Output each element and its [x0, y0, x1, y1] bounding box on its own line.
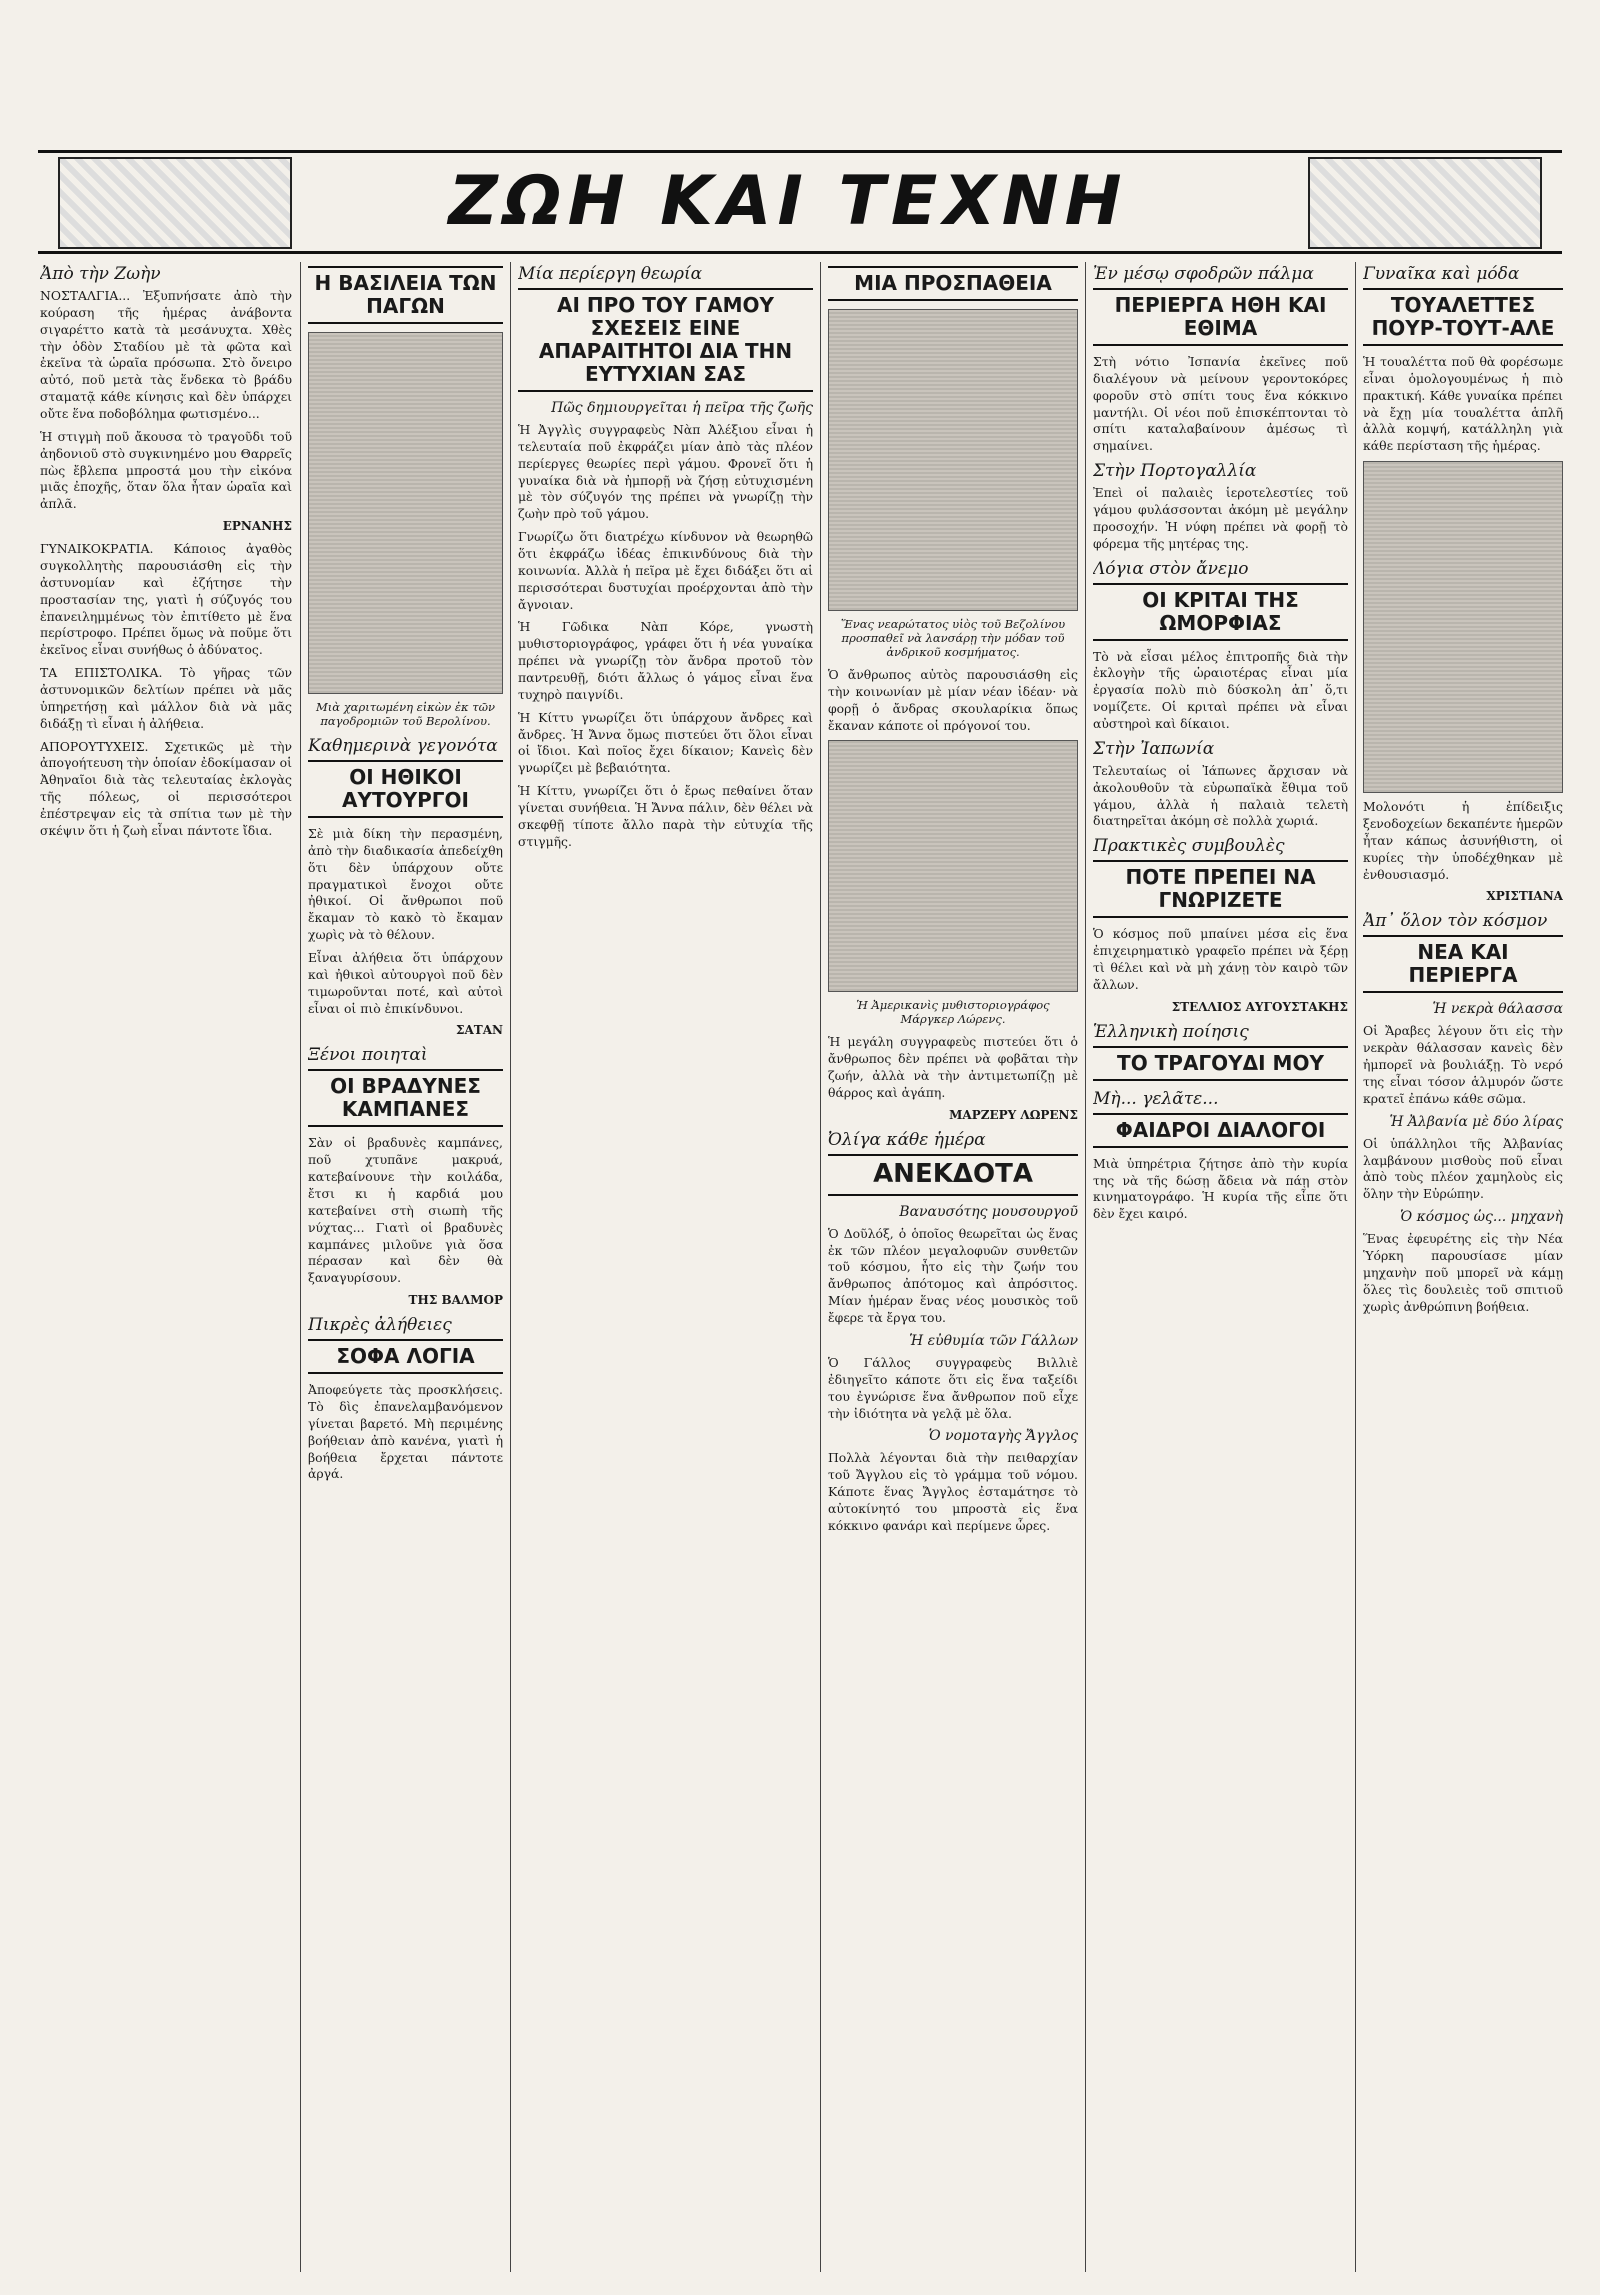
- kicker: Ἑλληνικὴ ποίησις: [1093, 1021, 1249, 1042]
- photo-woman-portrait: [828, 740, 1078, 992]
- subheadline: Ὁ νομοταγὴς Ἄγγλος: [928, 1428, 1078, 1445]
- column-rule: [1085, 262, 1086, 2272]
- kicker: Ξένοι ποιηταὶ: [308, 1045, 428, 1066]
- column-6: [1363, 262, 1563, 2272]
- column-rule: [510, 262, 511, 2272]
- kicker: Στὴν Πορτογαλλία: [1093, 461, 1257, 482]
- article-text: Μιὰ ὑπηρέτρια ζήτησε ἀπὸ τὴν κυρία της νὰ τῆς δώσῃ ἄδεια νὰ πάῃ στὸν κινηματογράφο. Ἡ κυρία τῆς εἶπε ὅτι δὲν ἔχει καιρό.: [1093, 1155, 1348, 1222]
- photo-caption: Ἕνας νεαρώτατος υἱὸς τοῦ Βεζολίνου προσπαθεῖ νὰ λανσάρῃ τὴν μόδαν τοῦ ἀνδρικοῦ κοσμήματος.: [840, 617, 1066, 659]
- kicker: Ἐν μέσῳ σφοδρῶν πάλμα: [1093, 264, 1314, 284]
- photo-man-portrait: [828, 309, 1078, 611]
- article-headline: ΣΟΦΑ ΛΟΓΙΑ: [308, 1339, 503, 1374]
- masthead-illustration-right: [1308, 157, 1542, 249]
- masthead-title: ΖΩΗ ΚΑΙ ΤΕΧΝΗ: [448, 162, 1128, 241]
- subheadline: Ὁ κόσμος ὡς... μηχανὴ: [1400, 1209, 1563, 1226]
- subheadline: Βαναυσότης μουσουργοῦ: [899, 1203, 1078, 1220]
- article-text: Εἶναι ἀλήθεια ὅτι ὑπάρχουν καὶ ἠθικοὶ αὐτουργοὶ ποῦ δὲν τιμωροῦνται ποτέ, καὶ αὐτοὶ εἶναι οἱ πιὸ ἐπικίνδυνοι.: [308, 950, 503, 1016]
- kicker: Ἀπὸ τὴν Ζωὴν: [40, 264, 161, 284]
- signature: ΕΡΝΑΝΗΣ: [222, 519, 292, 534]
- article-headline: ΠΟΤΕ ΠΡΕΠΕΙ ΝΑ ΓΝΩΡΙΖΕΤΕ: [1093, 860, 1348, 918]
- column-2: [308, 262, 503, 2272]
- column-5: [1093, 262, 1348, 2272]
- article-text: ΑΠΟΡΟΥΤΥΧΕΙΣ. Σχετικῶς μὲ τὴν ἀπογοήτευση τὴν ὁποίαν ἐδοκίμασαν οἱ Ἀθηναῖοι διὰ τὰς τελευταίας ἐκλογὰς τῆς πόλεως, οἱ περισσότεροι ἐπέστρεψαν εἰς τὰ σπίτια των μὲ τὴν σκέψιν ὅτι ἡ ζωὴ εἶναι πάντοτε ἴδια.: [40, 738, 292, 838]
- article-text: Ὁ ἄνθρωπος αὐτὸς παρουσιάσθη εἰς τὴν κοινωνίαν μὲ μίαν νέαν ἰδέαν· νὰ φορῇ ὁ ἄνδρας σκουλαρίκια ὅπως ἔκαναν κάποτε οἱ πρόγονοί του.: [828, 667, 1078, 733]
- article-headline: ΦΑΙΔΡΟΙ ΔΙΑΛΟΓΟΙ: [1093, 1113, 1348, 1148]
- kicker: Ἀπ᾽ ὅλον τὸν κόσμον: [1363, 911, 1548, 932]
- signature: ΤΗΣ ΒΑΛΜΟΡ: [408, 1293, 503, 1308]
- article-text: Τελευταίως οἱ Ἰάπωνες ἄρχισαν νὰ ἀκολουθοῦν τὰ εὐρωπαϊκὰ ἔθιμα τοῦ γάμου, ἀλλὰ ἡ παλαιὰ τελετὴ διατηρεῖται ἀκόμη σὲ πολλὰ χωριά.: [1093, 762, 1348, 829]
- masthead: [38, 150, 1562, 254]
- article-text: Ἡ τουαλέττα ποῦ θὰ φορέσωμε εἶναι ὁμολογουμένως ἡ πιὸ πρακτική. Κάθε γυναίκα πρέπει νὰ ἔχῃ μία τουαλέττα ἁπλῆ ἀλλὰ κομψή, κατάλληλη γιὰ κάθε περίσταση τῆς ἡμέρας.: [1363, 354, 1563, 454]
- subheadline: Ἡ εὐθυμία τῶν Γάλλων: [909, 1332, 1078, 1349]
- article-text: Μολονότι ἡ ἐπίδειξις ξενοδοχείων δεκαπέντε ἡμερῶν ἦταν κάπως ἀσυνήθιστη, οἱ κυρίες τὴν ὑποδέχθηκαν μὲ ἐνθουσιασμό.: [1363, 799, 1563, 882]
- subheadline: Ἡ νεκρὰ θάλασσα: [1432, 1001, 1563, 1018]
- kicker: Μία περίεργη θεωρία: [518, 264, 703, 284]
- column-4: [828, 262, 1078, 2272]
- article-headline: ΜΙΑ ΠΡΟΣΠΑΘΕΙΑ: [828, 266, 1078, 301]
- article-text: Ἡ Γῶδικα Νὰπ Κόρε, γνωστὴ μυθιστοριογράφος, γράφει ὅτι ἡ νέα γυναίκα πρέπει νὰ γνωρίζῃ τὸν ἄνδρα προτοῦ τὸν παντρευθῇ, διότι ἄλλως ὁ γάμος εἶναι ἕνα τυχηρὸ παιγνίδι.: [518, 619, 813, 702]
- article-text: Τὸ νὰ εἶσαι μέλος ἐπιτροπῆς διὰ τὴν ἐκλογὴν τῆς ὡραιοτέρας εἶναι μία ἐργασία πολὺ πιὸ δύσκολη ἀπ᾽ ὅ,τι νομίζετε. Οἱ κριταὶ πρέπει νὰ εἶναι αὐστηροὶ καὶ δίκαιοι.: [1093, 648, 1348, 732]
- signature: ΣΤΕΛΛΙΟΣ ΑΥΓΟΥΣΤΑΚΗΣ: [1171, 999, 1348, 1014]
- article-text: Σὲ μιὰ δίκη τὴν περασμένη, ἀπὸ τὴν διαδικασία ἀπεδείχθη ὅτι δὲν ὑπάρχουν οὔτε πραγματικοὶ ἔνοχοι οὔτε ἠθικοί. Οἱ ἄνθρωποι ποῦ ἔκαμαν τὸ κακὸ τὸ ἔκαμαν χωρὶς νὰ τὸ θέλουν.: [308, 826, 503, 943]
- photo-caption: Ἡ Ἀμερικανὶς μυθιστοριογράφος Μάργκερ Λώρενς.: [856, 998, 1050, 1027]
- kicker: Πικρὲς ἀλήθειες: [308, 1315, 452, 1336]
- article-text: Ὁ Γάλλος συγγραφεὺς Βιλλιὲ ἐδιηγεῖτο κάποτε ὅτι εἰς ἕνα ταξείδι του ἐγνώρισε ἕνα ἄνθρωπον ποῦ εἶχε τὴν ἰδιότητα νὰ γελᾷ μὲ ὅλα.: [828, 1354, 1078, 1421]
- article-text: Ἐπεὶ οἱ παλαιὲς ἱεροτελεστίες τοῦ γάμου φυλάσσονται ἀκόμη μὲ μεγάλην προσοχήν. Ἡ νύφη πρέπει νὰ φορῇ τὸ φόρεμα τῆς μητέρας της.: [1093, 485, 1348, 551]
- photo-caption: Μιὰ χαριτωμένη εἰκὼν ἐκ τῶν παγοδρομιῶν τοῦ Βερολίνου.: [316, 700, 495, 728]
- article-text: ΓΥΝΑΙΚΟΚΡΑΤΙΑ. Κάποιος ἀγαθὸς συγκολλητὴς παρουσιάσθη εἰς τὴν ἀστυνομίαν καὶ ἐζήτησε τὴν προστασίαν της, γιατὶ ἡ σύζυγός του ἐπανειλημμένως τὸν ἐπιτίθετο μὲ ἕνα περίστροφο. Πρέπει ὅμως νὰ ποῦμε ὅτι ἐκεῖνος εἶναι συνήθως ὁ ἀδύνατος.: [40, 541, 292, 658]
- article-text: Ἡ Κίττυ γνωρίζει ὅτι ὑπάρχουν ἄνδρες καὶ ἄνδρες. Ἡ Ἄννα ὅμως πιστεύει ὅτι ὅλοι εἶναι οἱ ἴδιοι. Καὶ ποῖος ἔχει δίκαιον; Κανεὶς δὲν γνωρίζει μὲ βεβαιότητα.: [518, 709, 813, 776]
- article-text: Γνωρίζω ὅτι διατρέχω κίνδυνον νὰ θεωρηθῶ ὅτι ἐκφράζω ἰδέας ἐπικινδύνους διὰ τὴν κοινωνία. Ἀλλὰ ἡ πεῖρα μὲ ἔχει διδάξει ὅτι αἱ περισσότεραι δυστυχίαι προέρχονται ἀπὸ τὴν ἄγνοιαν.: [518, 529, 813, 612]
- kicker: Καθημερινὰ γεγονότα: [308, 736, 498, 756]
- article-text: Οἱ ὑπάλληλοι τῆς Ἀλβανίας λαμβάνουν μισθοὺς ποῦ εἶναι ἀπὸ τοὺς πλέον χαμηλοὺς εἰς ὅλην τὴν Εὐρώπην.: [1363, 1135, 1563, 1202]
- article-text: Οἱ Ἄραβες λέγουν ὅτι εἰς τὴν νεκρὰν θάλασσαν κανεὶς δὲν ἠμπορεῖ νὰ βουλιάξῃ. Τὸ νερό της εἶναι τόσον ἁλμυρόν ὥστε κρατεῖ ἐπάνω κάθε σῶμα.: [1363, 1023, 1563, 1106]
- article-headline: ΤΟΥΑΛΕΤΤΕΣ ΠΟΥΡ-ΤΟΥΤ-ΑΛΕ: [1363, 288, 1563, 346]
- article-text: Ὁ Δοῦλόξ, ὁ ὁποῖος θεωρεῖται ὡς ἕνας ἐκ τῶν πλέον μεγαλοφυῶν συνθετῶν τοῦ κόσμου, ἦτο εἰς τὴν ζωήν του ἄνθρωπος ἀπότομος καὶ ἀπρόσιτος. Μίαν ἡμέραν ἕνας νέος μουσικὸς τοῦ ἔφερε τὰ ἔργα του.: [828, 1225, 1078, 1326]
- kicker: Ὀλίγα κάθε ἡμέρα: [828, 1129, 986, 1150]
- article-headline: ΟΙ ΚΡΙΤΑΙ ΤΗΣ ΩΜΟΡΦΙΑΣ: [1093, 583, 1348, 641]
- article-text: ΝΟΣΤΑΛΓΙΑ... Ἐξυπνήσατε ἀπὸ τὴν κούραση τῆς ἡμέρας ἀνάβοντα σιγαρέττο κατὰ τὰ μεσάνυχτα. Χθὲς τὴν ὁδὸν Σταδίου μὲ τὰ φῶτα καὶ ἐκεῖνα τὰ ὡραῖα πρόσωπα. Στὸ ὄνειρο αὐτό, ποῦ μετὰ τὰς ἕνδεκα τὸ βράδυ σταματᾷ κάθε κίνησις καὶ δὲν ὑπάρχει οὔτε ἕνα ποδοβόλημα φωτισμένο...: [40, 288, 292, 422]
- article-text: Ἀποφεύγετε τὰς προσκλήσεις. Τὸ δὶς ἐπανελαμβανόμενον γίνεται βαρετό. Μὴ περιμένης βοήθειαν ἀπὸ κανένα, γιατὶ ἡ βοήθεια ἔρχεται πάντοτε ἀργά.: [308, 1382, 503, 1482]
- photo-ice-skater: [308, 332, 503, 694]
- column-rule: [1355, 262, 1356, 2272]
- article-text: Ὁ κόσμος ποῦ μπαίνει μέσα εἰς ἕνα ἐπιχειρηματικὸ γραφεῖο πρέπει νὰ ξέρῃ τὶ θέλει καὶ νὰ μὴ χάνῃ τὸν καιρὸ τῶν ἄλλων.: [1093, 926, 1348, 992]
- masthead-illustration-left: [58, 157, 292, 249]
- signature: ΧΡΙΣΤΙΑΝΑ: [1486, 889, 1563, 904]
- signature: ΣΑΤΑΝ: [455, 1023, 503, 1038]
- kicker: Μὴ... γελᾶτε...: [1093, 1088, 1219, 1109]
- fashion-illustration: [1363, 461, 1563, 793]
- article-headline: Η ΒΑΣΙΛΕΙΑ ΤΩΝ ΠΑΓΩΝ: [308, 266, 503, 324]
- kicker: Γυναῖκα καὶ μόδα: [1363, 264, 1520, 284]
- article-text: Ἡ Κίττυ, γνωρίζει ὅτι ὁ ἔρως πεθαίνει ὅταν γίνεται συνήθεια. Ἡ Ἄννα πάλιν, δὲν θέλει νὰ σκεφθῇ τίποτε ἄλλο παρὰ τὴν εὐτυχία τῆς στιγμῆς.: [518, 783, 813, 849]
- subheadline: Πῶς δημιουργεῖται ἡ πεῖρα τῆς ζωῆς: [551, 400, 813, 416]
- kicker: Πρακτικὲς συμβουλὲς: [1093, 836, 1285, 857]
- article-headline: ΑΙ ΠΡΟ ΤΟΥ ΓΑΜΟΥ ΣΧΕΣΕΙΣ ΕΙΝΕ ΑΠΑΡΑΙΤΗΤΟΙ ΔΙΑ ΤΗΝ ΕΥΤΥΧΙΑΝ ΣΑΣ: [518, 288, 813, 392]
- column-3: [518, 262, 813, 2272]
- column-1: [40, 262, 292, 2272]
- article-text: Ἕνας ἐφευρέτης εἰς τὴν Νέα Ὑόρκη παρουσίασε μίαν μηχανὴν ποῦ μπορεῖ νὰ κάμῃ ὅλες τὶς δουλειὲς τοῦ σπιτιοῦ χωρὶς ἀνθρώπινη βοήθεια.: [1363, 1231, 1563, 1314]
- article-headline: ΝΕΑ ΚΑΙ ΠΕΡΙΕΡΓΑ: [1363, 935, 1563, 993]
- poem-text: Σὰν οἱ βραδυνὲς καμπάνες, ποῦ χτυπᾶνε μακρυά, κατεβαίνουνε τὴν κοιλάδα, ἔτσι κι ἡ καρδιά μου κατεβαίνει στὴ σιωπὴ τῆς νύχτας... Γιατὶ οἱ βραδυνὲς καμπάνες μιλοῦνε γιὰ ὅσα πέρασαν καὶ δὲν θὰ ξαναγυρίσουν.: [308, 1135, 503, 1286]
- article-text: ΤΑ ΕΠΙΣΤΟΛΙΚΑ. Τὸ γῆρας τῶν ἀστυνομικῶν δελτίων πρέπει νὰ μᾶς ὑπηρετήσῃ καὶ μάλλον διὰ νὰ μᾶς διδάξῃ τὶ εἶναι ἡ ἀλήθεια.: [40, 665, 292, 731]
- article-text: Ἡ Ἀγγλὶς συγγραφεὺς Νὰπ Ἀλέξιου εἶναι ἡ τελευταία ποῦ ἐκφράζει μίαν ἀπὸ τὰς πλέον περίεργες θεωρίες περὶ γάμου. Φρονεῖ ὅτι ἡ γυναίκα διὰ νὰ ἠμπορῇ νὰ ζήσῃ εὐτυχισμένη μὲ τὸν σύζυγόν της πρέπει νὰ γνωρίζῃ τὴν ζωὴν πρὸ τοῦ γάμου.: [518, 422, 813, 522]
- article-headline: ΤΟ ΤΡΑΓΟΥΔΙ ΜΟΥ: [1093, 1046, 1348, 1081]
- article-text: Στὴ νότιο Ἰσπανία ἐκεῖνες ποῦ διαλέγουν νὰ μείνουν γεροντοκόρες φοροῦν στὸ σπίτι τους ἕνα κόκκινο μαντήλι. Οἱ νέοι ποῦ ἐπισκέπτονται τὸ σπίτι καταλαβαίνουν ἀμέσως τὶ σημαίνει.: [1093, 354, 1348, 454]
- article-text: Πολλὰ λέγονται διὰ τὴν πειθαρχίαν τοῦ Ἄγγλου εἰς τὸ γράμμα τοῦ νόμου. Κάποτε ἕνας Ἄγγλος ἐσταμάτησε τὸ αὐτοκίνητό του μπροστὰ εἰς ἕνα κόκκινο φανάρι καὶ περίμενε ὧρες.: [828, 1450, 1078, 1533]
- kicker: Λόγια στὸν ἄνεμο: [1093, 558, 1249, 579]
- column-rule: [300, 262, 301, 2272]
- subheadline: Ἡ Ἀλβανία μὲ δύο λίρας: [1389, 1113, 1563, 1130]
- column-rule: [820, 262, 821, 2272]
- article-text: Ἡ στιγμὴ ποῦ ἄκουσα τὸ τραγοῦδι τοῦ ἀηδονιοῦ στὸ συγκινημένο μου Θαρρεῖς πὼς ἔβλεπα μπροστά μου τὴν εἰκόνα μιᾶς ἐποχῆς, ὅταν ὅλα ἦταν ὡραῖα καὶ ἀπλᾶ.: [40, 428, 292, 512]
- article-headline: ΠΕΡΙΕΡΓΑ ΗΘΗ ΚΑΙ ΕΘΙΜΑ: [1093, 288, 1348, 346]
- article-headline: ΟΙ ΗΘΙΚΟΙ ΑΥΤΟΥΡΓΟΙ: [308, 760, 503, 818]
- article-text: Ἡ μεγάλη συγγραφεὺς πιστεύει ὅτι ὁ ἄνθρωπος δὲν πρέπει νὰ φοβᾶται τὴν ζωήν, ἀλλὰ νὰ τὴν ἀντιμετωπίζῃ μὲ θάρρος καὶ ἀγάπη.: [828, 1034, 1078, 1101]
- kicker: Στὴν Ἰαπωνία: [1093, 738, 1215, 759]
- article-headline: ΑΝΕΚΔΟΤΑ: [828, 1154, 1078, 1196]
- article-headline: ΟΙ ΒΡΑΔΥΝΕΣ ΚΑΜΠΑΝΕΣ: [308, 1069, 503, 1127]
- signature: ΜΑΡΖΕΡΥ ΛΩΡΕΝΣ: [949, 1107, 1078, 1122]
